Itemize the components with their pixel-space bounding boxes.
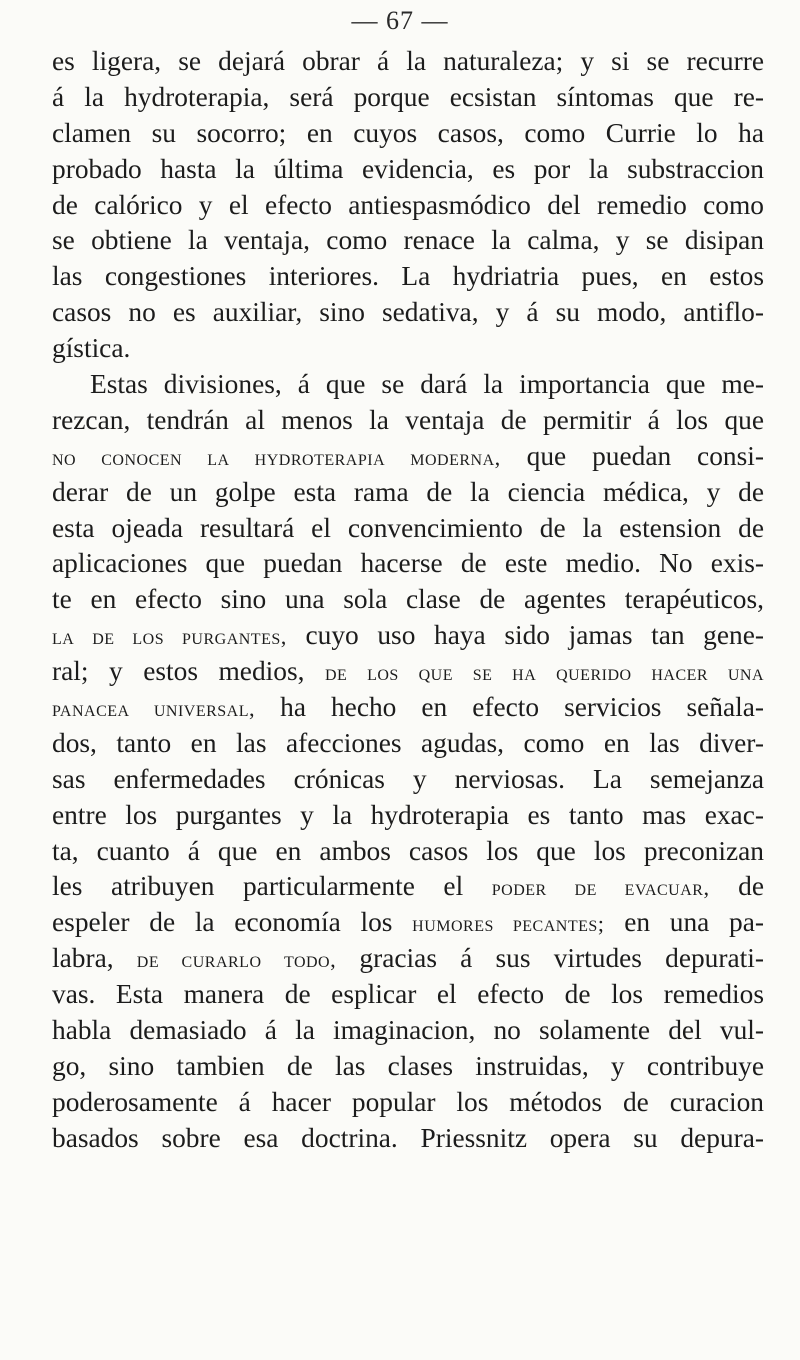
text-span: habla demasiado á la imaginacion, no solamente del vul- (52, 1015, 764, 1046)
text-line (52, 726, 764, 762)
text-span: clamen su socorro; en cuyos casos, como Currie lo ha (52, 117, 764, 148)
text-line (52, 44, 764, 80)
text-span: de calórico y el efecto antiespasmódico del remedio como (52, 189, 764, 220)
text-span: go, sino tambien de las clases instruidas, y contribuye (52, 1050, 764, 1081)
text-line (52, 259, 764, 295)
text-span: poderosamente á hacer popular los métodos de curacion (52, 1086, 764, 1117)
text-line (52, 618, 764, 654)
small-caps-phrase: panacea universal, (52, 696, 256, 722)
text-span: sas enfermedades crónicas y nerviosas. La semejanza (52, 763, 764, 794)
text-span: Estas divisiones, á que se dará la importancia que me- (90, 369, 764, 400)
text-line (52, 511, 764, 547)
small-caps-phrase: de los que se ha querido hacer una (324, 660, 764, 686)
text-line (52, 116, 764, 152)
text-span: gística. (52, 333, 131, 364)
text-span: derar de un golpe esta rama de la ciencia médica, y de (52, 476, 764, 507)
text-line (52, 690, 764, 726)
text-span: las congestiones interiores. La hydriatria pues, en estos (52, 261, 764, 292)
small-caps-phrase: humores pecantes; (412, 911, 605, 937)
text-line (52, 834, 764, 870)
text-span: cuyo uso haya sido jamas tan gene- (286, 620, 764, 651)
text-line (52, 582, 764, 618)
text-line (52, 80, 764, 116)
text-line (52, 977, 764, 1013)
text-span: gracias á sus virtudes depurati- (336, 943, 764, 974)
text-line (52, 546, 764, 582)
text-span: casos no es auxiliar, sino sedativa, y á su modo, antiflo- (52, 297, 764, 328)
text-line (52, 367, 764, 403)
page-number: — 67 — (351, 6, 449, 35)
text-span: es ligera, se dejará obrar á la naturaleza; y si se recurre (52, 46, 764, 76)
text-span: que puedan consi- (500, 440, 764, 471)
text-span: labra, (52, 943, 137, 974)
text-span: vas. Esta manera de esplicar el efecto de los remedios (52, 979, 764, 1010)
text-span: de (709, 871, 764, 902)
text-line (52, 1049, 764, 1085)
text-line (52, 1013, 764, 1049)
text-line (52, 331, 764, 367)
text-line (52, 1121, 764, 1157)
text-span: esta ojeada resultará el convencimiento de la estension de (52, 512, 764, 543)
small-caps-phrase: la de los purgantes, (52, 624, 287, 650)
text-line (52, 152, 764, 188)
text-line (52, 762, 764, 798)
text-span: se obtiene la ventaja, como renace la calma, y se disipan (52, 225, 764, 256)
text-line (52, 869, 764, 905)
text-line (52, 188, 764, 224)
text-line (52, 798, 764, 834)
text-line (52, 1085, 764, 1121)
text-line (52, 941, 764, 977)
text-line (52, 403, 764, 439)
text-span: entre los purgantes y la hydroterapia es tanto mas exac- (52, 799, 764, 830)
text-line (52, 223, 764, 259)
small-caps-phrase: de curarlo todo, (136, 947, 337, 973)
text-line (52, 475, 764, 511)
text-line (52, 439, 764, 475)
text-span: les atribuyen particularmente el (52, 871, 492, 902)
small-caps-phrase: no conocen la hydroterapia moderna, (52, 444, 501, 470)
text-span: ha hecho en efecto servicios señala- (255, 692, 765, 723)
text-span: rezcan, tendrán al menos la ventaja de permitir á los que (52, 404, 764, 435)
small-caps-phrase: poder de evacuar, (491, 875, 710, 901)
text-line (52, 654, 764, 690)
text-span: probado hasta la última evidencia, es por la substraccion (52, 153, 764, 184)
text-span: te en efecto sino una sola clase de agentes terapéuticos, (52, 584, 764, 615)
text-span: basados sobre esa doctrina. Priessnitz opera su depura- (52, 1122, 764, 1153)
text-span: á la hydroterapia, será porque ecsistan síntomas que re- (52, 81, 764, 112)
text-line (52, 905, 764, 941)
text-span: ta, cuanto á que en ambos casos los que los preconizan (52, 835, 764, 866)
text-span: dos, tanto en las afecciones agudas, como en las diver- (52, 727, 764, 758)
body-text (52, 44, 764, 1157)
text-span: en una pa- (604, 907, 764, 938)
text-line (52, 295, 764, 331)
text-span: ral; y estos medios, (52, 656, 325, 687)
text-span: aplicaciones que puedan hacerse de este medio. No exis- (52, 548, 764, 579)
text-span: espeler de la economía los (52, 907, 413, 938)
